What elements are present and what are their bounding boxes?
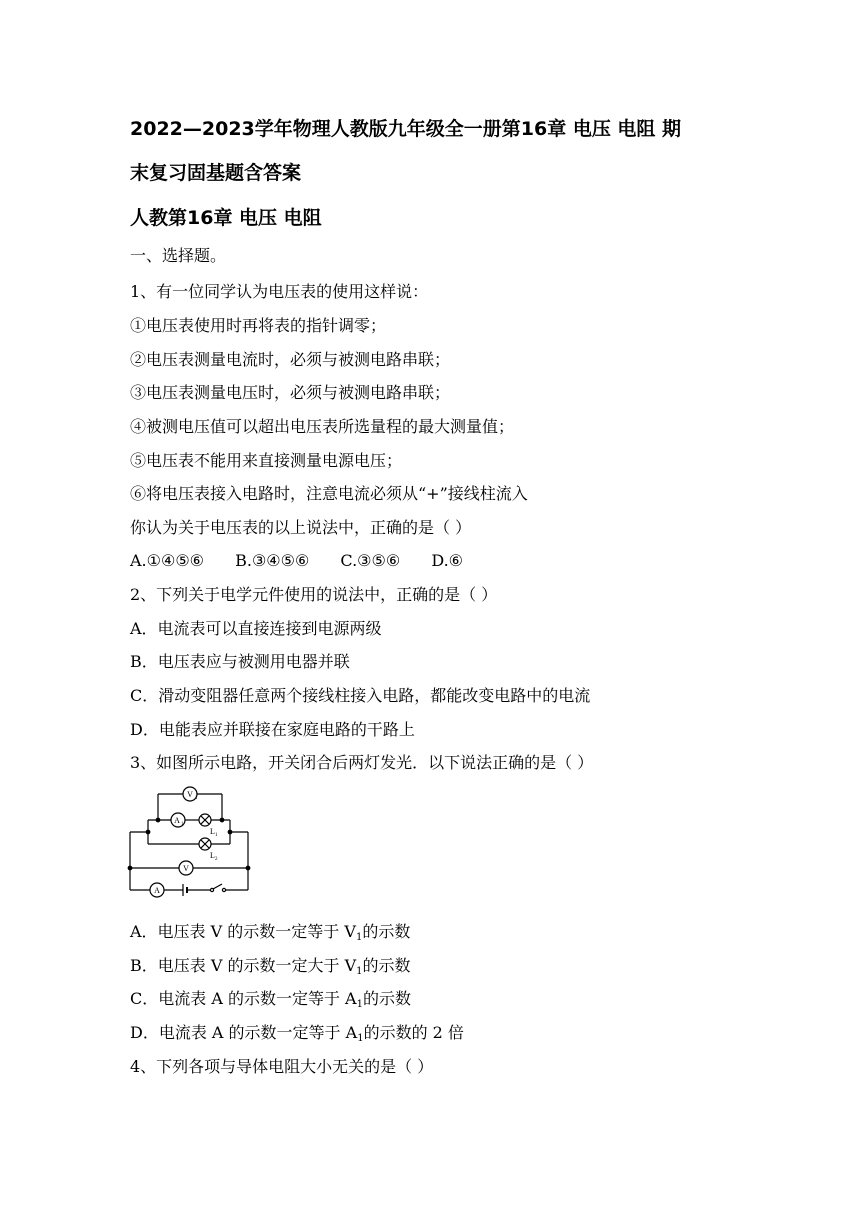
q1-options [130,551,489,571]
q1-statement-3: ③电压表测量电压时，必须与被测电路串联； [130,383,451,402]
q1-statement-1: ①电压表使用时再将表的指针调零； [130,316,387,335]
q1-statement-2: ②电压表测量电流时，必须与被测电路串联； [130,350,451,369]
q4-stem: 4、下列各项与导体电阻大小无关的是（ ） [130,1057,434,1076]
q3-option-d [130,1023,464,1049]
q1-option-c: C.③⑤⑥ [340,551,401,570]
q3-stem: 3、如图所示电路，开关闭合后两灯发光．以下说法正确的是（ ） [130,753,594,772]
subscript: 1 [356,966,363,977]
option-text: C．电流表 A 的示数一定等于 A [130,989,357,1008]
junction-dot [128,866,132,870]
q2-option-b: B．电压表应与被测用电器并联 [130,652,350,671]
v1-label: V [187,790,193,799]
junction-dot [220,818,224,822]
q1-option-d: D.⑥ [431,551,463,570]
option-text: 的示数 [362,922,411,941]
option-text: 的示数 [363,989,412,1008]
subscript: 1 [355,932,363,943]
option-text: 的示数的 2 倍 [363,1023,464,1042]
option-text: D．电流表 A 的示数一定等于 A [130,1023,358,1042]
chapter-heading: 人教第16章 电压 电阻 [130,207,322,229]
a1-label: A [174,816,180,825]
q2-option-a: A．电流表可以直接连接到电源两级 [130,619,382,638]
a1-subscript: 1 [181,822,184,827]
switch-lever [213,884,222,889]
q3-option-a [130,922,410,948]
subscript: 1 [356,999,363,1010]
q1-statement-4: ④被测电压值可以超出电压表所选量程的最大测量值； [130,417,515,436]
junction-dot [246,866,250,870]
junction-dot [156,818,160,822]
section-heading: 一、选择题。 [130,246,227,265]
junction-dot [228,830,232,834]
option-text: 的示数 [362,956,411,975]
v1-subscript: 1 [195,796,198,801]
option-text: B．电压表 V 的示数一定大于 V [130,956,357,975]
subscript: 1 [357,1033,364,1044]
l1-subscript: 1 [215,833,218,838]
q2-option-c: C．滑动变阻器任意两个接线柱接入电路，都能改变电路中的电流 [130,686,591,705]
circuit-diagram [126,784,256,906]
l2-subscript: 2 [215,857,218,862]
q2-option-d: D．电能表应并联接在家庭电路的干路上 [130,720,415,739]
q1-option-a: A.①④⑤⑥ [130,551,205,570]
document-title-line-2: 末复习固基题含答案 [130,162,302,184]
q2-stem: 2、下列关于电学元件使用的说法中，正确的是（ ） [130,585,498,604]
q3-option-c [130,989,411,1015]
switch-contact [222,888,225,891]
q1-option-b: B.③④⑤⑥ [235,551,310,570]
q1-question: 你认为关于电压表的以上说法中，正确的是（ ） [130,518,472,537]
document-title-line-1: 2022—2023学年物理人教版九年级全一册第16章 电压 电阻 期 [130,118,682,140]
v-label: V [183,864,189,873]
a-label: A [154,886,160,895]
q3-option-b [130,956,411,982]
option-text: A．电压表 V 的示数一定等于 V [130,922,356,941]
junction-dot [146,830,150,834]
q1-stem: 1、有一位同学认为电压表的使用这样说： [130,282,429,301]
l1-label: L [210,827,215,836]
q1-statement-5: ⑤电压表不能用来直接测量电源电压； [130,451,403,470]
q1-statement-6: ⑥将电压表接入电路时，注意电流必须从“+”接线柱流入 [130,484,528,503]
l2-label: L [210,851,215,860]
